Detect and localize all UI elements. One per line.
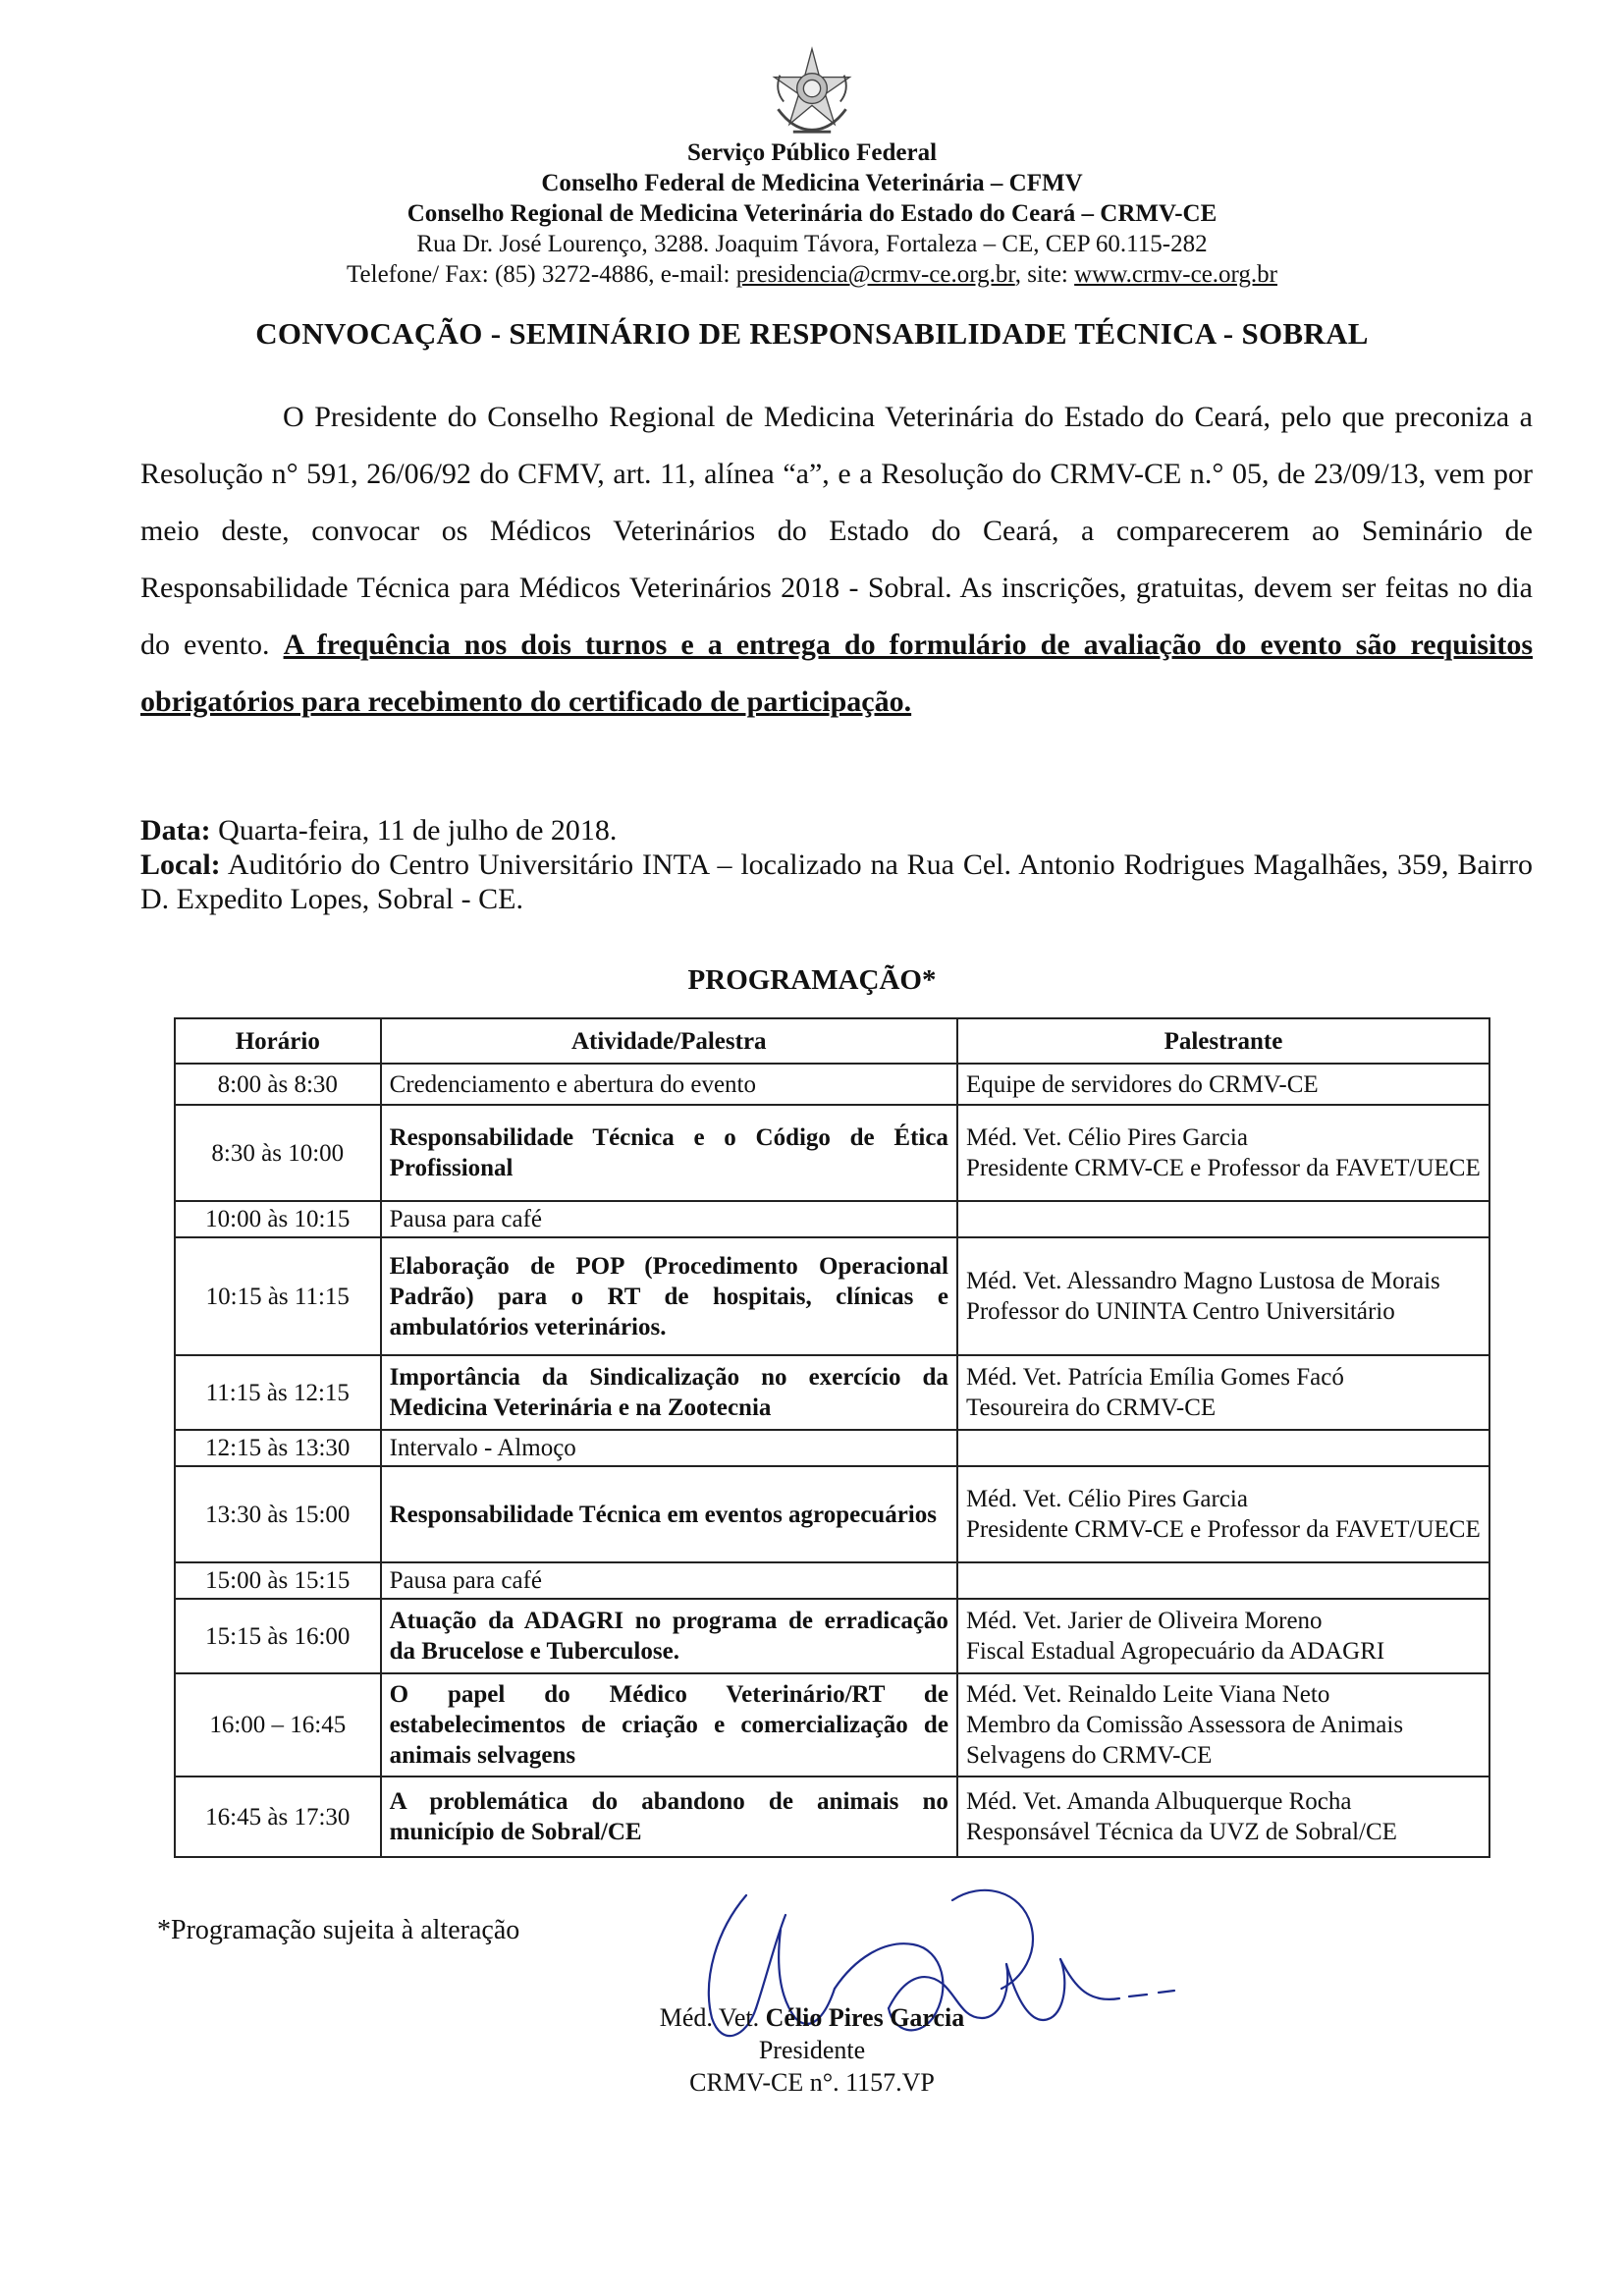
- row-time: 16:45 às 17:30: [175, 1777, 381, 1857]
- speaker-line: Méd. Vet. Patrícia Emília Gomes Facó: [965, 1364, 1344, 1391]
- signer-name-line: [0, 2001, 1624, 2034]
- speaker-line: Fiscal Estadual Agropecuário da ADAGRI: [965, 1638, 1385, 1665]
- place-line: [140, 847, 1533, 916]
- contact-prefix: Telefone/ Fax: (85) 3272-4886, e-mail:: [347, 261, 736, 288]
- document-title: CONVOCAÇÃO - SEMINÁRIO DE RESPONSABILIDADE TÉCNICA - SOBRAL: [255, 316, 1369, 351]
- site-link[interactable]: www.crmv-ce.org.br: [1074, 261, 1277, 288]
- row-time: 16:00 – 16:45: [175, 1673, 381, 1777]
- header-line-3: Conselho Regional de Medicina Veterinária do Estado do Ceará – CRMV-CE: [406, 200, 1218, 227]
- place-value: Auditório do Centro Universitário INTA – localizado na Rua Cel. Antonio Rodrigues Magalhães, 359, Bairro D. Expedito Lopes, Sobral - CE.: [140, 848, 1533, 915]
- table-row: [175, 1466, 1489, 1562]
- row-activity: Intervalo - Almoço: [381, 1430, 957, 1466]
- signer-name: Célio Pires Garcia: [765, 2003, 965, 2032]
- row-activity: Credenciamento e abertura do evento: [381, 1064, 957, 1105]
- row-speaker: [957, 1673, 1489, 1777]
- table-row: [175, 1430, 1489, 1466]
- signer-registration: CRMV-CE n°. 1157.VP: [689, 2068, 935, 2097]
- row-time: 15:15 às 16:00: [175, 1599, 381, 1673]
- row-speaker: [957, 1355, 1489, 1430]
- row-activity: Elaboração de POP (Procedimento Operacional Padrão) para o RT de hospitais, clínicas e ambulatórios veterinários.: [381, 1237, 957, 1355]
- row-time: 10:15 às 11:15: [175, 1237, 381, 1355]
- speaker-line: Professor do UNINTA Centro Universitário: [965, 1298, 1395, 1325]
- row-speaker: [957, 1105, 1489, 1201]
- signer-role: Presidente: [758, 2036, 866, 2064]
- row-time: 10:00 às 10:15: [175, 1201, 381, 1237]
- row-activity: Pausa para café: [381, 1562, 957, 1599]
- speaker-line: Presidente CRMV-CE e Professor da FAVET/UECE: [965, 1155, 1481, 1181]
- letterhead: [0, 43, 1624, 290]
- speaker-line: Tesoureira do CRMV-CE: [965, 1394, 1217, 1421]
- table-row: [175, 1673, 1489, 1777]
- row-time: 11:15 às 12:15: [175, 1355, 381, 1430]
- speaker-line: Méd. Vet. Célio Pires Garcia: [965, 1124, 1248, 1151]
- row-speaker: [957, 1237, 1489, 1355]
- speaker-line: Membro da Comissão Assessora de Animais Selvagens do CRMV-CE: [965, 1712, 1404, 1769]
- speaker-line: Méd. Vet. Alessandro Magno Lustosa de Morais: [965, 1268, 1440, 1294]
- speaker-line: Presidente CRMV-CE e Professor da FAVET/UECE: [965, 1516, 1481, 1543]
- signer-prefix: Méd. Vet.: [659, 2003, 766, 2032]
- table-row: [175, 1105, 1489, 1201]
- row-time: 15:00 às 15:15: [175, 1562, 381, 1599]
- row-speaker: [957, 1599, 1489, 1673]
- program-title: PROGRAMAÇÃO*: [687, 964, 937, 996]
- speaker-line: Méd. Vet. Amanda Albuquerque Rocha: [965, 1788, 1352, 1815]
- header-line-2: Conselho Federal de Medicina Veterinária – CFMV: [541, 170, 1083, 196]
- table-row: [175, 1064, 1489, 1105]
- row-speaker: [957, 1466, 1489, 1562]
- header-address: Rua Dr. José Lourenço, 3288. Joaquim Távora, Fortaleza – CE, CEP 60.115-282: [416, 231, 1208, 257]
- speaker-line: Equipe de servidores do CRMV-CE: [965, 1070, 1319, 1098]
- row-speaker: [957, 1064, 1489, 1105]
- row-activity: Responsabilidade Técnica e o Código de Ética Profissional: [381, 1105, 957, 1201]
- speaker-line: Méd. Vet. Jarier de Oliveira Moreno: [965, 1608, 1323, 1634]
- date-line: [140, 813, 1533, 847]
- header-contact: [0, 259, 1624, 290]
- row-activity: Importância da Sindicalização no exercício da Medicina Veterinária e na Zootecnia: [381, 1355, 957, 1430]
- row-speaker: [957, 1430, 1489, 1466]
- row-time: 8:00 às 8:30: [175, 1064, 381, 1105]
- speaker-line: Responsável Técnica da UVZ de Sobral/CE: [965, 1819, 1397, 1845]
- row-activity: A problemática do abandono de animais no município de Sobral/CE: [381, 1777, 957, 1857]
- table-header-row: [175, 1018, 1489, 1064]
- row-time: 12:15 às 13:30: [175, 1430, 381, 1466]
- table-row: [175, 1599, 1489, 1673]
- signature-block: [0, 2001, 1624, 2099]
- table-row: [175, 1562, 1489, 1599]
- speaker-line: Méd. Vet. Reinaldo Leite Viana Neto: [965, 1681, 1330, 1708]
- table-row: [175, 1355, 1489, 1430]
- date-label: Data:: [140, 814, 211, 847]
- speaker-line: Méd. Vet. Célio Pires Garcia: [965, 1486, 1248, 1512]
- site-prefix: , site:: [1014, 261, 1075, 288]
- row-speaker: [957, 1777, 1489, 1857]
- header-speaker: Palestrante: [957, 1018, 1489, 1064]
- event-details: [140, 813, 1533, 916]
- coat-of-arms-icon: [765, 43, 859, 137]
- header-line-1: Serviço Público Federal: [686, 139, 938, 166]
- row-activity: Atuação da ADAGRI no programa de erradicação da Brucelose e Tuberculose.: [381, 1599, 957, 1673]
- row-speaker: [957, 1201, 1489, 1237]
- requirement-text: A frequência nos dois turnos e a entrega do formulário de avaliação do evento são requisitos obrigatórios para recebimento do certificado de participação.: [140, 629, 1533, 718]
- row-time: 8:30 às 10:00: [175, 1105, 381, 1201]
- header-activity: Atividade/Palestra: [381, 1018, 957, 1064]
- table-row: [175, 1237, 1489, 1355]
- row-time: 13:30 às 15:00: [175, 1466, 381, 1562]
- row-activity: Pausa para café: [381, 1201, 957, 1237]
- intro-paragraph: [140, 389, 1533, 731]
- table-row: [175, 1777, 1489, 1857]
- header-time: Horário: [175, 1018, 381, 1064]
- row-activity: O papel do Médico Veterinário/RT de estabelecimentos de criação e comercialização de animais selvagens: [381, 1673, 957, 1777]
- table-row: [175, 1201, 1489, 1237]
- email-link[interactable]: presidencia@crmv-ce.org.br: [735, 261, 1015, 288]
- program-note: *Programação sujeita à alteração: [157, 1915, 520, 1945]
- date-value: Quarta-feira, 11 de julho de 2018.: [210, 814, 618, 847]
- place-label: Local:: [140, 848, 221, 881]
- row-speaker: [957, 1562, 1489, 1599]
- row-activity: Responsabilidade Técnica em eventos agropecuários: [381, 1466, 957, 1562]
- schedule-table: [174, 1017, 1490, 1858]
- intro-text: O Presidente do Conselho Regional de Medicina Veterinária do Estado do Ceará, pelo que preconiza a Resolução n° 591, 26/06/92 do CFMV, art. 11, alínea “a”, e a Resolução do CRMV-CE n.° 05, de 23/09/13, vem por meio deste, convocar os Médicos Veterinários do Estado do Ceará, a comparecerem ao Seminário de Responsabilidade Técnica para Médicos Veterinários 2018 - Sobral. As inscrições, gratuitas, devem ser feitas no dia do evento.: [140, 401, 1533, 661]
